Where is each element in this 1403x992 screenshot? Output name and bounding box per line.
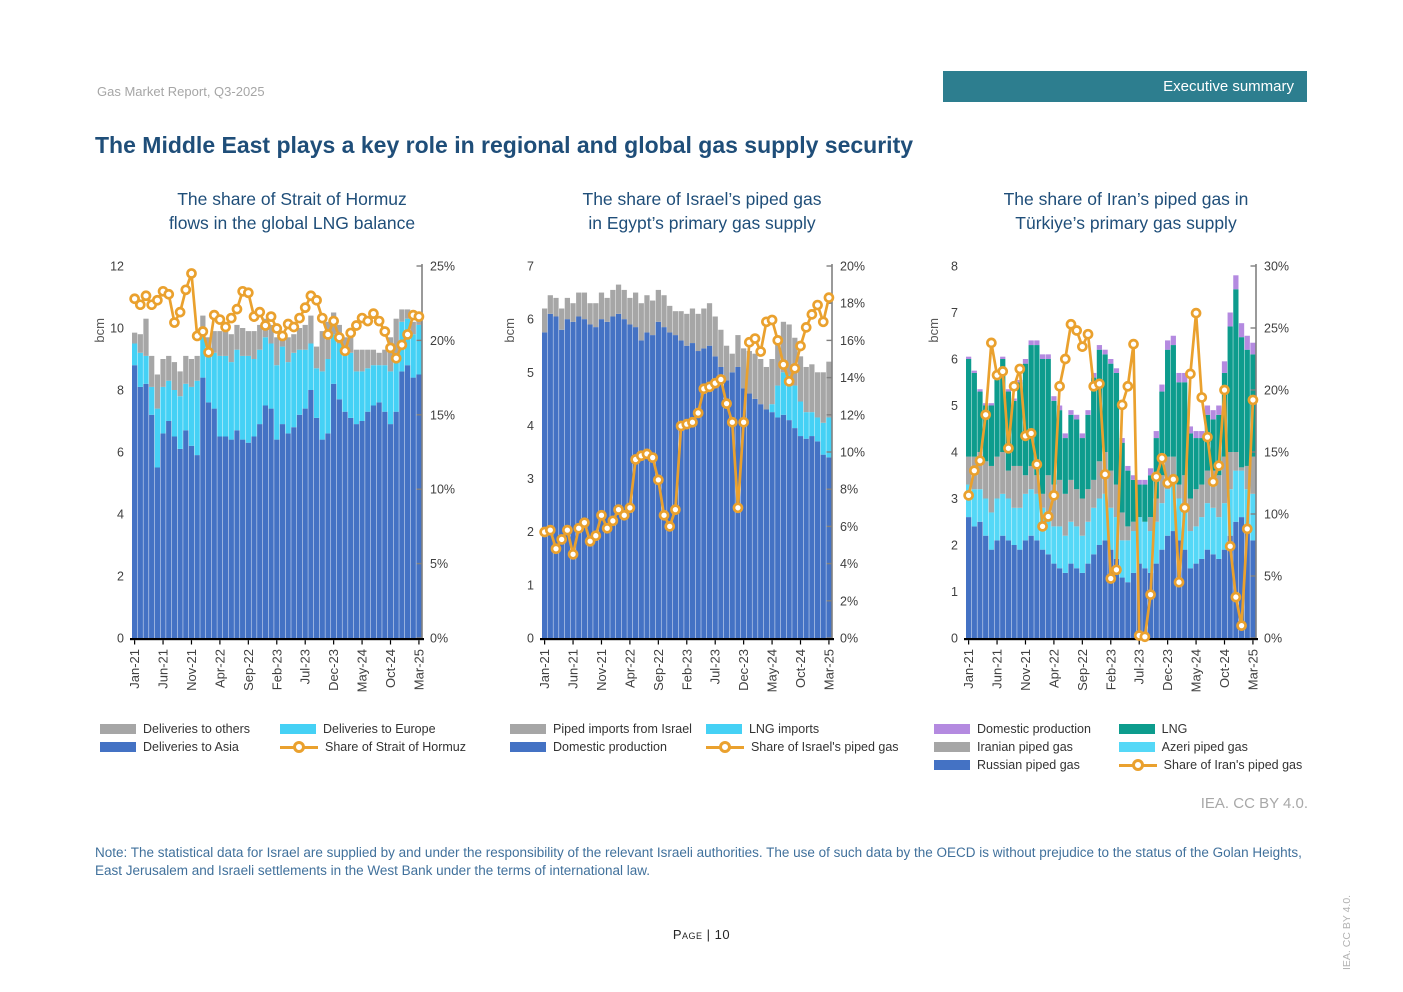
- svg-text:1: 1: [527, 578, 534, 593]
- chart-title: [88, 188, 496, 240]
- legend-item: [706, 722, 899, 736]
- svg-text:14%: 14%: [840, 371, 866, 386]
- israel-data-note: Note: The statistical data for Israel are supplied by and under the responsibility of the relevant Israeli authorities. The use of such data by the OECD is without prejudice to the status of the Golan Heights, East Jerusalem and Israeli settlements in the West Bank under the terms of international law.: [95, 845, 1302, 878]
- svg-text:Sep-22: Sep-22: [1074, 649, 1090, 691]
- svg-text:10: 10: [110, 321, 124, 336]
- svg-text:Feb-23: Feb-23: [1103, 649, 1119, 691]
- svg-text:bcm: bcm: [502, 318, 517, 343]
- legend-item: [1119, 722, 1316, 736]
- strait-of-hormuz-chart: [88, 250, 488, 720]
- svg-text:4%: 4%: [840, 557, 859, 572]
- chart-legend: [510, 722, 899, 754]
- legend-item: [100, 740, 266, 754]
- legend-color-swatch: [280, 724, 316, 735]
- svg-text:12%: 12%: [840, 408, 866, 423]
- egypt-supply-chart: [498, 250, 898, 720]
- svg-text:May-24: May-24: [764, 649, 780, 693]
- svg-text:Nov-21: Nov-21: [593, 649, 609, 691]
- legend-label: Share of Iran's piped gas: [1163, 758, 1303, 772]
- svg-text:5: 5: [527, 365, 534, 380]
- svg-text:Dec-23: Dec-23: [736, 649, 752, 691]
- legend-item: [934, 758, 1105, 772]
- svg-text:Feb-23: Feb-23: [269, 649, 285, 691]
- chart-title-line-2: Türkiye’s primary gas supply: [1015, 212, 1237, 233]
- svg-text:Mar-25: Mar-25: [1245, 649, 1261, 691]
- svg-text:bcm: bcm: [92, 318, 107, 343]
- legend-label: Deliveries to Asia: [143, 740, 239, 754]
- svg-text:18%: 18%: [840, 296, 866, 311]
- svg-text:0%: 0%: [430, 631, 449, 646]
- chart-legend: [100, 722, 482, 754]
- legend-label: LNG: [1161, 722, 1188, 736]
- svg-text:20%: 20%: [1264, 383, 1290, 398]
- svg-text:Oct-24: Oct-24: [383, 649, 398, 689]
- svg-text:20%: 20%: [840, 259, 866, 274]
- chart-block-egypt-supply: [498, 188, 906, 754]
- turkiye-supply-chart: [922, 250, 1322, 720]
- side-license-attribution: IEA. CC BY 4.0.: [1341, 894, 1353, 970]
- legend-label: Deliveries to others: [143, 722, 250, 736]
- chart-title-line-1: The share of Iran’s piped gas in: [1003, 189, 1249, 209]
- svg-text:25%: 25%: [430, 259, 456, 274]
- legend-label: Iranian piped gas: [977, 740, 1073, 754]
- legend-color-swatch: [706, 724, 742, 735]
- svg-text:Jun-21: Jun-21: [155, 649, 171, 689]
- svg-text:0: 0: [117, 631, 124, 646]
- svg-text:Dec-23: Dec-23: [1160, 649, 1176, 691]
- legend-label: Domestic production: [553, 740, 667, 754]
- legend-label: Share of Israel's piped gas: [750, 740, 899, 754]
- legend-label: Azeri piped gas: [1161, 740, 1248, 754]
- svg-text:3: 3: [527, 472, 534, 487]
- svg-text:10%: 10%: [430, 482, 456, 497]
- legend-line-swatch: [706, 741, 744, 754]
- svg-text:16%: 16%: [840, 333, 866, 348]
- legend-color-swatch: [934, 724, 970, 735]
- svg-text:Oct-24: Oct-24: [793, 649, 808, 689]
- svg-text:20%: 20%: [430, 333, 456, 348]
- svg-text:6: 6: [527, 312, 534, 327]
- svg-text:1: 1: [951, 585, 958, 599]
- legend-color-swatch: [1119, 724, 1155, 735]
- page-number: Page | 10: [672, 927, 731, 942]
- svg-text:Apr-22: Apr-22: [1046, 649, 1062, 689]
- legend-label: Deliveries to Europe: [322, 722, 436, 736]
- report-title: Gas Market Report, Q3-2025: [97, 84, 265, 99]
- svg-text:15%: 15%: [1264, 445, 1290, 460]
- legend-color-swatch: [510, 724, 546, 735]
- svg-text:May-24: May-24: [354, 649, 370, 693]
- legend-item: [100, 722, 266, 736]
- svg-text:Jan-21: Jan-21: [127, 649, 143, 689]
- svg-text:2%: 2%: [840, 594, 859, 609]
- legend-color-swatch: [100, 724, 136, 735]
- svg-text:Jun-21: Jun-21: [989, 649, 1005, 689]
- legend-item: [1119, 758, 1316, 772]
- chart-title-line-2: flows in the global LNG balance: [168, 212, 416, 233]
- chart-title-line-1: The share of Israel’s piped gas: [582, 189, 822, 209]
- svg-text:Jan-21: Jan-21: [961, 649, 977, 689]
- svg-text:6: 6: [117, 445, 124, 460]
- legend-item: [1119, 740, 1316, 754]
- svg-text:Jan-21: Jan-21: [537, 649, 553, 689]
- legend-color-swatch: [934, 760, 970, 771]
- svg-text:5%: 5%: [430, 557, 449, 572]
- svg-text:Apr-22: Apr-22: [212, 649, 228, 689]
- svg-text:Sep-22: Sep-22: [650, 649, 666, 691]
- svg-text:Nov-21: Nov-21: [1017, 649, 1033, 691]
- svg-text:0: 0: [527, 631, 534, 646]
- svg-text:2: 2: [527, 525, 534, 540]
- legend-item: [510, 740, 692, 754]
- section-badge: Executive summary: [943, 71, 1307, 102]
- svg-text:7: 7: [951, 306, 958, 320]
- svg-text:Dec-23: Dec-23: [326, 649, 342, 691]
- legend-item: [280, 722, 482, 736]
- legend-item: [510, 722, 692, 736]
- legend-label: Russian piped gas: [977, 758, 1080, 772]
- chart-title-line-2: in Egypt’s primary gas supply: [588, 212, 816, 233]
- chart-block-turkiye-supply: [922, 188, 1330, 772]
- svg-text:Mar-25: Mar-25: [411, 649, 427, 691]
- svg-text:Jul-23: Jul-23: [1131, 649, 1147, 685]
- svg-text:Mar-25: Mar-25: [821, 649, 837, 691]
- svg-text:Feb-23: Feb-23: [679, 649, 695, 691]
- chart-title: [922, 188, 1330, 240]
- svg-text:Sep-22: Sep-22: [240, 649, 256, 691]
- legend-label: LNG imports: [748, 722, 820, 736]
- chart-title-line-1: The share of Strait of Hormuz: [177, 189, 407, 209]
- svg-text:Apr-22: Apr-22: [622, 649, 638, 689]
- chart-title: [498, 188, 906, 240]
- legend-item: [280, 740, 482, 754]
- svg-text:8: 8: [117, 383, 124, 398]
- chart-legend: [934, 722, 1316, 772]
- legend-color-swatch: [100, 742, 136, 753]
- svg-text:10%: 10%: [840, 445, 866, 460]
- svg-text:5: 5: [951, 399, 958, 413]
- svg-text:0%: 0%: [1264, 631, 1283, 646]
- svg-text:25%: 25%: [1264, 321, 1290, 336]
- svg-text:12: 12: [110, 259, 124, 274]
- svg-text:6%: 6%: [840, 519, 859, 534]
- legend-label: Piped imports from Israel: [553, 722, 692, 736]
- svg-text:5%: 5%: [1264, 569, 1283, 584]
- chart-block-strait-of-hormuz: [88, 188, 496, 754]
- legend-item: [934, 740, 1105, 754]
- svg-text:May-24: May-24: [1188, 649, 1204, 693]
- svg-text:30%: 30%: [1264, 259, 1290, 274]
- legend-item: [706, 740, 899, 754]
- legend-line-swatch: [1119, 759, 1157, 772]
- svg-text:7: 7: [527, 259, 534, 274]
- svg-text:2: 2: [951, 538, 958, 553]
- svg-text:bcm: bcm: [926, 318, 941, 343]
- svg-text:Nov-21: Nov-21: [183, 649, 199, 691]
- svg-text:Oct-24: Oct-24: [1217, 649, 1232, 689]
- svg-text:4: 4: [527, 418, 534, 433]
- svg-text:0%: 0%: [840, 631, 859, 646]
- svg-text:8%: 8%: [840, 482, 859, 497]
- legend-label: Domestic production: [977, 722, 1091, 736]
- svg-text:8: 8: [951, 259, 958, 274]
- svg-text:3: 3: [951, 492, 958, 506]
- svg-text:10%: 10%: [1264, 507, 1290, 522]
- svg-text:6: 6: [951, 352, 958, 367]
- svg-text:2: 2: [117, 569, 124, 584]
- legend-line-swatch: [280, 741, 318, 754]
- legend-item: [934, 722, 1105, 736]
- svg-text:Jun-21: Jun-21: [565, 649, 581, 689]
- license-attribution: IEA. CC BY 4.0.: [1200, 795, 1308, 812]
- page-title: The Middle East plays a key role in regional and global gas supply security: [95, 132, 914, 158]
- svg-text:4: 4: [951, 445, 958, 460]
- legend-color-swatch: [510, 742, 546, 753]
- svg-text:4: 4: [117, 507, 124, 522]
- legend-color-swatch: [934, 742, 970, 753]
- svg-text:Jul-23: Jul-23: [297, 649, 313, 685]
- legend-color-swatch: [1119, 742, 1155, 753]
- legend-label: Share of Strait of Hormuz: [324, 740, 467, 754]
- svg-text:15%: 15%: [430, 408, 456, 423]
- svg-text:0: 0: [951, 631, 958, 646]
- svg-text:Jul-23: Jul-23: [707, 649, 723, 685]
